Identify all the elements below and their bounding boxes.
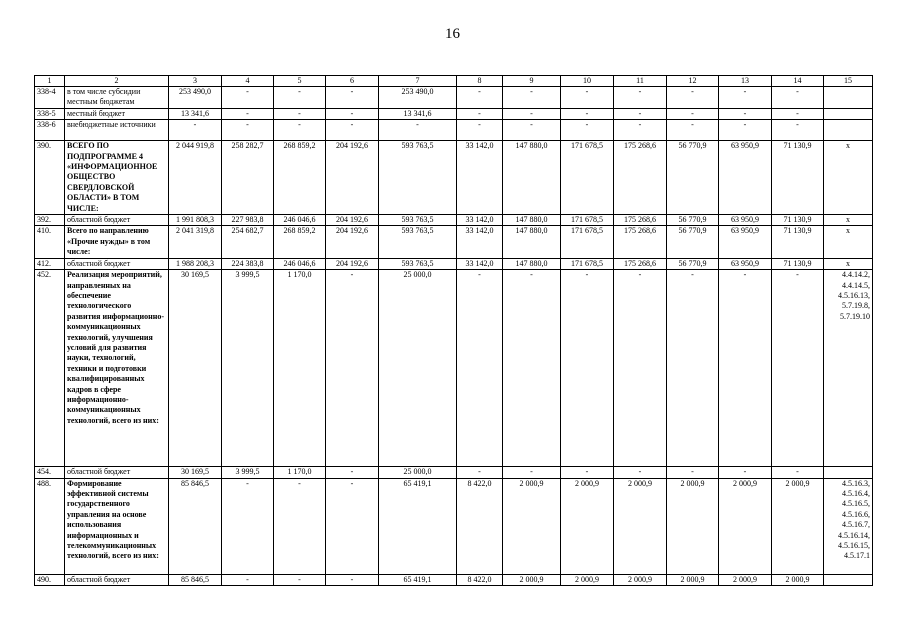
value-cell: -: [614, 87, 667, 109]
value-cell: 204 192,6: [326, 215, 379, 226]
value-cell: 2 000,9: [719, 574, 772, 585]
value-cell: 56 770,9: [667, 258, 719, 269]
value-cell: 147 880,0: [503, 215, 561, 226]
row-name: областной бюджет: [65, 258, 169, 269]
value-cell: 175 268,6: [614, 215, 667, 226]
row-number: 392.: [35, 215, 65, 226]
value-cell: 56 770,9: [667, 141, 719, 215]
column-number: 4: [222, 76, 274, 87]
value-cell: 204 192,6: [326, 226, 379, 258]
column-number: 1: [35, 76, 65, 87]
value-cell: 147 880,0: [503, 258, 561, 269]
value-cell: 147 880,0: [503, 141, 561, 215]
value-cell: 2 000,9: [561, 574, 614, 585]
value-cell: -: [561, 467, 614, 478]
value-cell: 33 142,0: [457, 258, 503, 269]
row-number: 452.: [35, 270, 65, 467]
value-cell: 71 130,9: [772, 226, 824, 258]
row-name: местный бюджет: [65, 108, 169, 119]
value-cell: 2 041 319,8: [169, 226, 222, 258]
value-cell: 1 170,0: [274, 467, 326, 478]
value-cell: -: [614, 270, 667, 467]
row-name: Всего по направлению «Прочие нужды» в том числе:: [65, 226, 169, 258]
table-row: [35, 467, 873, 478]
value-cell: -: [457, 120, 503, 141]
value-cell: -: [614, 108, 667, 119]
value-cell: -: [222, 574, 274, 585]
value-cell: 2 000,9: [719, 478, 772, 574]
column-number: 6: [326, 76, 379, 87]
value-cell: 2 000,9: [667, 478, 719, 574]
value-cell: -: [503, 87, 561, 109]
value-cell: -: [222, 108, 274, 119]
target-indicator-codes: [824, 467, 873, 478]
column-number: 12: [667, 76, 719, 87]
value-cell: -: [379, 120, 457, 141]
value-cell: 85 846,5: [169, 574, 222, 585]
target-indicator-codes: [824, 87, 873, 109]
value-cell: -: [561, 87, 614, 109]
value-cell: 2 000,9: [614, 478, 667, 574]
row-number: 390.: [35, 141, 65, 215]
value-cell: 3 999,5: [222, 270, 274, 467]
table-row: [35, 120, 873, 141]
value-cell: -: [667, 467, 719, 478]
value-cell: -: [222, 120, 274, 141]
value-cell: -: [772, 467, 824, 478]
target-indicator-codes: x: [824, 226, 873, 258]
value-cell: 71 130,9: [772, 141, 824, 215]
column-number: 8: [457, 76, 503, 87]
value-cell: -: [326, 87, 379, 109]
target-indicator-codes: x: [824, 215, 873, 226]
value-cell: -: [274, 87, 326, 109]
table-row: [35, 574, 873, 585]
value-cell: -: [503, 467, 561, 478]
value-cell: 33 142,0: [457, 141, 503, 215]
value-cell: -: [667, 120, 719, 141]
value-cell: 1 991 808,3: [169, 215, 222, 226]
value-cell: -: [326, 478, 379, 574]
value-cell: 63 950,9: [719, 215, 772, 226]
value-cell: 593 763,5: [379, 258, 457, 269]
value-cell: -: [222, 87, 274, 109]
value-cell: 175 268,6: [614, 141, 667, 215]
value-cell: 13 341,6: [169, 108, 222, 119]
table-row: [35, 87, 873, 109]
value-cell: -: [326, 270, 379, 467]
value-cell: 268 859,2: [274, 141, 326, 215]
target-indicator-codes: [824, 574, 873, 585]
target-indicator-codes: [824, 108, 873, 119]
column-number: 3: [169, 76, 222, 87]
value-cell: 65 419,1: [379, 478, 457, 574]
page-number: 16: [445, 26, 460, 42]
value-cell: -: [772, 87, 824, 109]
value-cell: -: [561, 120, 614, 141]
value-cell: -: [719, 120, 772, 141]
value-cell: 30 169,5: [169, 467, 222, 478]
value-cell: -: [614, 120, 667, 141]
value-cell: -: [667, 108, 719, 119]
row-name: Формирование эффективной системы государственного управления на основе использования информационных и телекоммуникационных технологий, всего из них:: [65, 478, 169, 574]
value-cell: -: [169, 120, 222, 141]
value-cell: -: [561, 270, 614, 467]
value-cell: 85 846,5: [169, 478, 222, 574]
value-cell: -: [667, 270, 719, 467]
column-number: 15: [824, 76, 873, 87]
value-cell: 147 880,0: [503, 226, 561, 258]
value-cell: 8 422,0: [457, 478, 503, 574]
value-cell: 227 983,8: [222, 215, 274, 226]
row-name: внебюджетные источники: [65, 120, 169, 141]
row-name: областной бюджет: [65, 574, 169, 585]
value-cell: -: [457, 87, 503, 109]
value-cell: -: [719, 270, 772, 467]
target-indicator-codes: [824, 120, 873, 141]
value-cell: 224 383,8: [222, 258, 274, 269]
row-number: 338-6: [35, 120, 65, 141]
value-cell: -: [772, 270, 824, 467]
value-cell: 56 770,9: [667, 215, 719, 226]
value-cell: 63 950,9: [719, 226, 772, 258]
value-cell: 2 000,9: [503, 478, 561, 574]
value-cell: 253 490,0: [169, 87, 222, 109]
row-number: 454.: [35, 467, 65, 478]
target-indicator-codes: x: [824, 258, 873, 269]
value-cell: -: [503, 108, 561, 119]
column-number: 9: [503, 76, 561, 87]
value-cell: 258 282,7: [222, 141, 274, 215]
value-cell: -: [719, 467, 772, 478]
column-number-header: [35, 76, 873, 87]
value-cell: -: [326, 467, 379, 478]
value-cell: -: [772, 108, 824, 119]
value-cell: 175 268,6: [614, 258, 667, 269]
value-cell: -: [457, 467, 503, 478]
value-cell: 2 000,9: [772, 478, 824, 574]
value-cell: -: [326, 108, 379, 119]
table-row: [35, 141, 873, 215]
value-cell: -: [274, 478, 326, 574]
value-cell: 2 000,9: [667, 574, 719, 585]
row-name: ВСЕГО ПО ПОДПРОГРАММЕ 4 «ИНФОРМАЦИОННОЕ ОБЩЕСТВО СВЕРДЛОВСКОЙ ОБЛАСТИ» В ТОМ ЧИСЛЕ:: [65, 141, 169, 215]
value-cell: 71 130,9: [772, 258, 824, 269]
column-number: 14: [772, 76, 824, 87]
row-name: областной бюджет: [65, 215, 169, 226]
value-cell: 2 000,9: [561, 478, 614, 574]
value-cell: 171 678,5: [561, 226, 614, 258]
value-cell: 204 192,6: [326, 141, 379, 215]
target-indicator-codes: x: [824, 141, 873, 215]
column-number: 11: [614, 76, 667, 87]
value-cell: -: [457, 270, 503, 467]
row-number: 410.: [35, 226, 65, 258]
table-row: [35, 226, 873, 258]
value-cell: -: [772, 120, 824, 141]
value-cell: 2 000,9: [503, 574, 561, 585]
value-cell: 204 192,6: [326, 258, 379, 269]
value-cell: 71 130,9: [772, 215, 824, 226]
column-number: 10: [561, 76, 614, 87]
table-row: [35, 108, 873, 119]
row-name: в том числе субсидии местным бюджетам: [65, 87, 169, 109]
value-cell: 63 950,9: [719, 141, 772, 215]
value-cell: 2 044 919,8: [169, 141, 222, 215]
value-cell: -: [719, 108, 772, 119]
value-cell: 1 170,0: [274, 270, 326, 467]
value-cell: 253 490,0: [379, 87, 457, 109]
value-cell: -: [274, 574, 326, 585]
value-cell: 33 142,0: [457, 215, 503, 226]
value-cell: -: [667, 87, 719, 109]
value-cell: 175 268,6: [614, 226, 667, 258]
value-cell: 2 000,9: [614, 574, 667, 585]
row-name: Реализация мероприятий, направленных на обеспечение технологического развития информационно-коммуникационных технологий, улучшения условий для развития науки, технологий, техники и подготовки квалифицированных кадров в сфере информационно-коммуникационных технологий, всего из них:: [65, 270, 169, 467]
value-cell: -: [274, 120, 326, 141]
row-name: областной бюджет: [65, 467, 169, 478]
row-number: 488.: [35, 478, 65, 574]
value-cell: -: [222, 478, 274, 574]
value-cell: -: [274, 108, 326, 119]
value-cell: 268 859,2: [274, 226, 326, 258]
value-cell: 171 678,5: [561, 215, 614, 226]
target-indicator-codes: 4.4.14.2, 4.4.14.5, 4.5.16.13, 5.7.19.8, 5.7.19.10: [824, 270, 873, 467]
budget-table: [34, 75, 873, 586]
value-cell: 25 000,0: [379, 270, 457, 467]
value-cell: 33 142,0: [457, 226, 503, 258]
value-cell: 171 678,5: [561, 258, 614, 269]
row-number: 412.: [35, 258, 65, 269]
table-row: [35, 270, 873, 467]
value-cell: -: [503, 270, 561, 467]
column-number: 7: [379, 76, 457, 87]
value-cell: 25 000,0: [379, 467, 457, 478]
value-cell: 1 988 208,3: [169, 258, 222, 269]
value-cell: 30 169,5: [169, 270, 222, 467]
value-cell: 65 419,1: [379, 574, 457, 585]
value-cell: 13 341,6: [379, 108, 457, 119]
row-number: 338-4: [35, 87, 65, 109]
value-cell: 246 046,6: [274, 258, 326, 269]
value-cell: 593 763,5: [379, 226, 457, 258]
value-cell: 171 678,5: [561, 141, 614, 215]
value-cell: -: [614, 467, 667, 478]
column-number: 5: [274, 76, 326, 87]
value-cell: -: [503, 120, 561, 141]
column-number: 2: [65, 76, 169, 87]
table-row: [35, 215, 873, 226]
value-cell: 8 422,0: [457, 574, 503, 585]
value-cell: 246 046,6: [274, 215, 326, 226]
row-number: 338-5: [35, 108, 65, 119]
target-indicator-codes: 4.5.16.3, 4.5.16.4, 4.5.16.5, 4.5.16.6, 4.5.16.7, 4.5.16.14, 4.5.16.15, 4.5.17.1: [824, 478, 873, 574]
value-cell: 593 763,5: [379, 215, 457, 226]
value-cell: -: [561, 108, 614, 119]
value-cell: 2 000,9: [772, 574, 824, 585]
table-row: [35, 258, 873, 269]
value-cell: 56 770,9: [667, 226, 719, 258]
value-cell: -: [457, 108, 503, 119]
column-number: 13: [719, 76, 772, 87]
value-cell: 254 682,7: [222, 226, 274, 258]
row-number: 490.: [35, 574, 65, 585]
value-cell: -: [719, 87, 772, 109]
value-cell: -: [326, 574, 379, 585]
table-row: [35, 478, 873, 574]
value-cell: -: [326, 120, 379, 141]
value-cell: 593 763,5: [379, 141, 457, 215]
value-cell: 3 999,5: [222, 467, 274, 478]
value-cell: 63 950,9: [719, 258, 772, 269]
